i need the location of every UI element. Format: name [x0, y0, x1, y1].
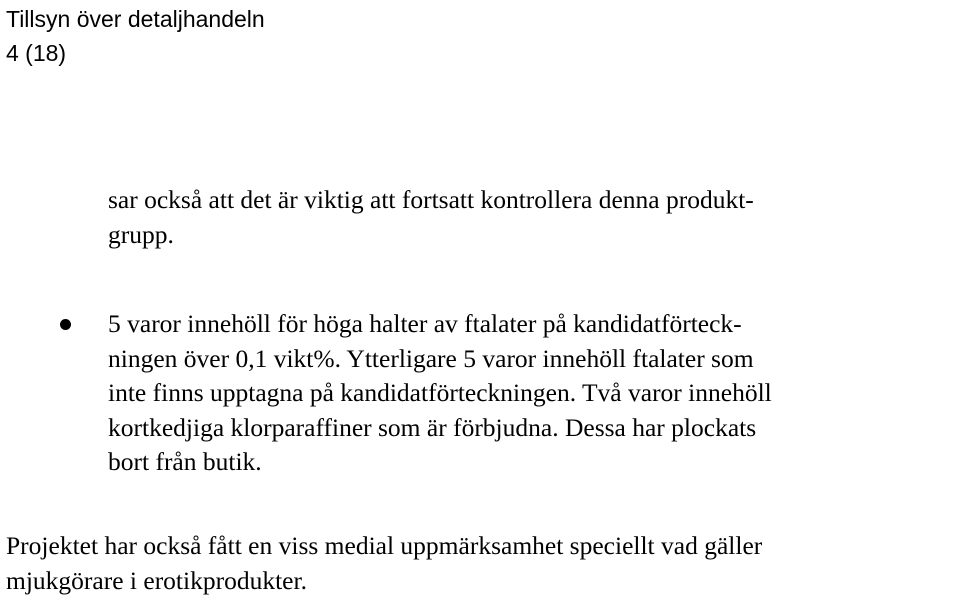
paragraph-line: grupp. — [108, 219, 174, 249]
page-indicator: 4 (18) — [6, 40, 67, 66]
paragraph-line: mjukgörare i erotikprodukter. — [6, 565, 307, 595]
document-title: Tillsyn över detaljhandeln — [6, 6, 265, 32]
bullet-line: 5 varor innehöll för höga halter av ftalater på kandidatförteck- — [108, 309, 742, 338]
continuation-paragraph — [108, 183, 938, 252]
bullet-line: ningen över 0,1 vikt%. Ytterligare 5 varor innehöll ftalater som — [108, 343, 754, 373]
bullet-line: inte finns upptagna på kandidatförteckningen. Två varor innehöll — [108, 378, 772, 407]
bullet-list-item — [108, 307, 953, 480]
bullet-line: kortkedjiga klorparaffiner som är förbjudna. Dessa har plockats — [108, 412, 757, 442]
bullet-icon — [60, 319, 71, 330]
final-paragraph — [6, 529, 956, 598]
paragraph-line: Projektet har också fått en viss medial uppmärksamhet speciellt vad gäller — [6, 531, 763, 560]
paragraph-line: sar också att det är viktig att fortsatt kontrollera denna produkt- — [108, 185, 754, 214]
bullet-line: bort från butik. — [108, 447, 262, 476]
page-header — [6, 2, 265, 70]
